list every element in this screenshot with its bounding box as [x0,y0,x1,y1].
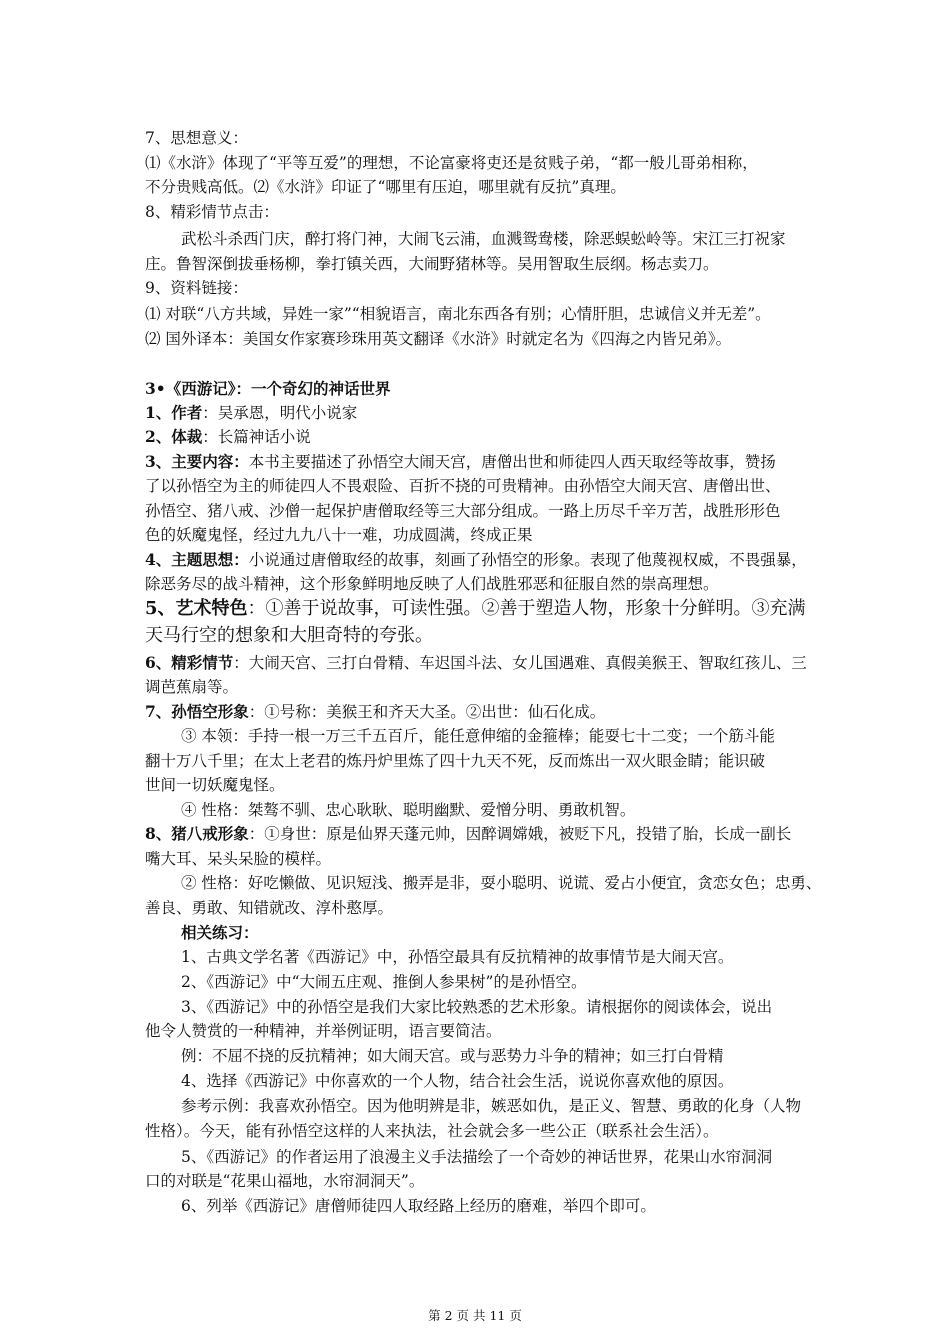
practice-question: 1、古典文学名著《西游记》中，孙悟空最具有反抗精神的故事情节是大闹天宫。 [181,948,734,966]
practice-question: 6、列举《西游记》唐僧师徒四人取经路上经历的磨难，举四个即可。 [181,1197,656,1215]
practice-answer: 参考示例：我喜欢孙悟空。因为他明辨是非，嫉恶如仇，是正义、智慧、勇敢的化身（人物 [181,1097,802,1115]
page-footer: 第 2 页 共 11 页 [428,1308,522,1323]
practice-question: 3、《西游记》中的孙悟空是我们大家比较熟悉的艺术形象。请根据你的阅读体会，说出 [181,998,773,1016]
practice-answer: 性格）。今天，能有孙悟空这样的人来执法，社会就会多一些公正（联系社会生活）。 [145,1122,719,1140]
practice-question: 5、《西游记》的作者运用了浪漫主义手法描绘了一个奇妙的神话世界，花果山水帘洞洞 [181,1148,773,1166]
section-9-item: ⑴ 对联“八方共域，异姓一家”“相貌语言，南北东西各有别；心情肝胆，忠诚信义并无差”。 [145,305,771,323]
author-label: 1、作者 [145,403,203,422]
wukong-line: 世间一切妖魔鬼怪。 [145,776,285,794]
section-9-item: ⑵ 国外译本：美国女作家赛珍珠用英文翻译《水浒》时就定名为《四海之内皆兄弟》。 [145,330,732,348]
genre-label: 2、体裁 [145,427,203,446]
art-line [145,597,806,621]
section-7-paragraph-line: 不分贵贱高低。⑵《水浒》印证了“哪里有压迫，哪里就有反抗”真理。 [145,178,626,196]
content-label: 3、主要内容： [145,452,249,471]
author-line [145,401,357,425]
content-line: 色的妖魔鬼怪，经过九九八十一难，功成圆满，终成正果 [145,526,533,544]
theme-label: 4、主题思想： [145,550,249,569]
section-7-title: 7、思想意义： [145,129,248,147]
bajie-label: 8、猪八戒形象 [145,824,249,843]
art-label: 5、艺术特色 [145,598,248,619]
art-text: ：①善于说故事，可读性强。②善于塑造人物，形象十分鲜明。③充满 [247,598,806,619]
bajie-text: ：①身世：原是仙界天蓬元帅，因醉调嫦娥，被贬下凡，投错了胎，长成一副长 [248,825,792,843]
genre-line [145,425,311,449]
wukong-label: 7、孙悟空形象 [145,702,249,721]
theme-text: 小说通过唐僧取经的故事，刻画了孙悟空的形象。表现了他蔑视权威，不畏强暴， [248,551,807,569]
wukong-line: ③ 本领：手持一根一万三千五百斤，能任意伸缩的金箍棒；能耍七十二变；一个筋斗能 [181,727,775,745]
wukong-text: ：①号称：美猴王和齐天大圣。②出世：仙石化成。 [248,703,606,721]
plot-line [145,651,807,675]
plot-label: 6、精彩情节 [145,653,234,672]
practice-answer: 例：不屈不挠的反抗精神；如大闹天宫。或与恶势力斗争的精神；如三打白骨精 [181,1047,724,1065]
bajie-line: 嘴大耳、呆头呆脸的模样。 [145,850,332,868]
bajie-line [145,822,791,846]
bajie-line: 善良、勇敢、知错就改、淳朴憨厚。 [145,899,394,917]
author-text: ：吴承恩，明代小说家 [202,404,358,422]
practice-question: 口的对联是“花果山福地，水帘洞洞天”。 [145,1172,425,1190]
section-9-title: 9、资料链接： [145,279,248,297]
section-7-paragraph-line: ⑴《水浒》体现了“平等互爱”的理想，不论富豪将吏还是贫贱子弟，“都一般儿哥弟相称， [145,154,758,172]
section-8-title: 8、精彩情节点击： [145,203,279,221]
wukong-line [145,700,605,724]
wukong-line: ④ 性格：桀骜不驯、忠心耿耿、聪明幽默、爱憎分明、勇敢机智。 [181,801,636,819]
content-line: 了以孙悟空为主的师徒四人不畏艰险、百折不挠的可贵精神。由孙悟空大闹天宫、唐僧出世、 [145,477,781,495]
xiyouji-heading: 3•《西游记》：一个奇幻的神话世界 [145,379,391,398]
content-line [145,450,776,474]
content-line: 孙悟空、猪八戒、沙僧一起保护唐僧取经等三大部分组成。一路上历尽千辛万苦，战胜形形色 [145,502,781,520]
content-text: 本书主要描述了孙悟空大闹天宫，唐僧出世和师徒四人西天取经等故事，赞扬 [248,453,776,471]
wukong-line: 翻十万八千里；在太上老君的炼丹炉里炼了四十九天不死，反而炼出一双火眼金睛；能识破 [145,752,766,770]
plot-line: 调芭蕉扇等。 [145,678,239,696]
practice-title: 相关练习： [181,923,259,942]
practice-question: 2、《西游记》中“大闹五庄观、推倒人参果树”的是孙悟空。 [181,973,587,991]
practice-question: 他令人赞赏的一种精神，并举例证明，语言要简洁。 [145,1022,502,1040]
section-8-paragraph-line: 庄。鲁智深倒拔垂杨柳，拳打镇关西，大闹野猪林等。吴用智取生辰纲。杨志卖刀。 [145,255,719,273]
theme-line [145,548,807,572]
art-line: 天马行空的想象和大胆奇特的夸张。 [145,625,433,646]
genre-text: ：长篇神话小说 [202,428,311,446]
section-8-paragraph-line: 武松斗杀西门庆，醉打将门神，大闹飞云浦，血溅鸳鸯楼，除恶蜈蚣岭等。宋江三打祝家 [181,230,786,248]
plot-text: ：大闹天宫、三打白骨精、车迟国斗法、女儿国遇难、真假美猴王、智取红孩儿、三 [233,654,807,672]
theme-line: 除恶务尽的战斗精神，这个形象鲜明地反映了人们战胜邪恶和征服自然的崇高理想。 [145,575,719,593]
practice-question: 4、选择《西游记》中你喜欢的一个人物，结合社会生活，说说你喜欢他的原因。 [181,1072,734,1090]
bajie-line: ② 性格：好吃懒做、见识短浅、搬弄是非，耍小聪明、说谎、爱占小便宜，贪恋女色；忠勇、 [181,874,822,892]
